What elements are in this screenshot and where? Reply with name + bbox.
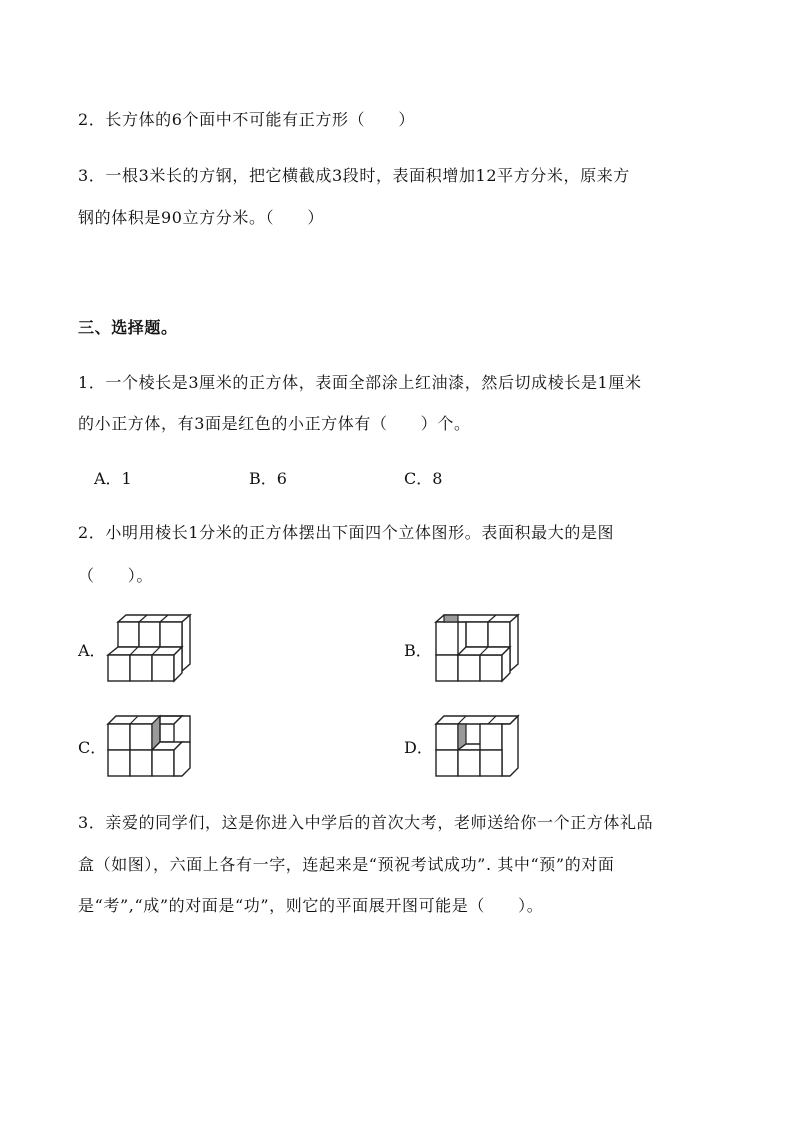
q1-option-a[interactable]: A．1 xyxy=(94,469,132,488)
q3-line-2: 盒（如图），六面上各有一字，连起来是“预祝考试成功”. 其中“预”的对面 xyxy=(78,855,615,874)
q2-line-2: （ ）。 xyxy=(78,566,154,585)
q2-figure-a-label[interactable]: A． xyxy=(78,641,106,660)
q2-figure-b-label[interactable]: B． xyxy=(404,641,432,660)
cube-stack-icon[interactable] xyxy=(108,614,194,682)
q1-line-1: 1．一个棱长是3厘米的正方体，表面全部涂上红油漆，然后切成棱长是1厘米 xyxy=(78,373,642,392)
q3-line-1: 3．亲爱的同学们，这是你进入中学后的首次大考，老师送给你一个正方体礼品 xyxy=(78,813,654,832)
tf-item-2: 2．长方体的6个面中不可能有正方形（ ） xyxy=(78,110,415,129)
q2-line-1: 2．小明用棱长1分米的正方体摆出下面四个立体图形。表面积最大的是图 xyxy=(78,523,615,542)
cube-stack-icon[interactable] xyxy=(436,710,522,778)
q1-line-2: 的小正方体，有3面是红色的小正方体有（ ）个。 xyxy=(78,414,471,433)
q2-figure-d-label[interactable]: D． xyxy=(404,738,433,757)
tf-item-3-line-2: 钢的体积是90立方分米。（ ） xyxy=(78,208,324,227)
cube-stack-icon[interactable] xyxy=(436,614,522,682)
cube-stack-icon[interactable] xyxy=(108,710,194,778)
section-heading: 三、选择题。 xyxy=(78,318,178,337)
q2-figure-c-label[interactable]: C． xyxy=(78,738,107,757)
q1-option-b[interactable]: B．6 xyxy=(249,469,287,488)
tf-item-3-line-1: 3．一根3米长的方钢，把它横截成3段时，表面积增加12平方分米，原来方 xyxy=(78,166,630,185)
q1-option-c[interactable]: C．8 xyxy=(404,469,443,488)
q3-line-3: 是“考”,“成”的对面是“功”，则它的平面展开图可能是（ ）。 xyxy=(78,896,544,915)
